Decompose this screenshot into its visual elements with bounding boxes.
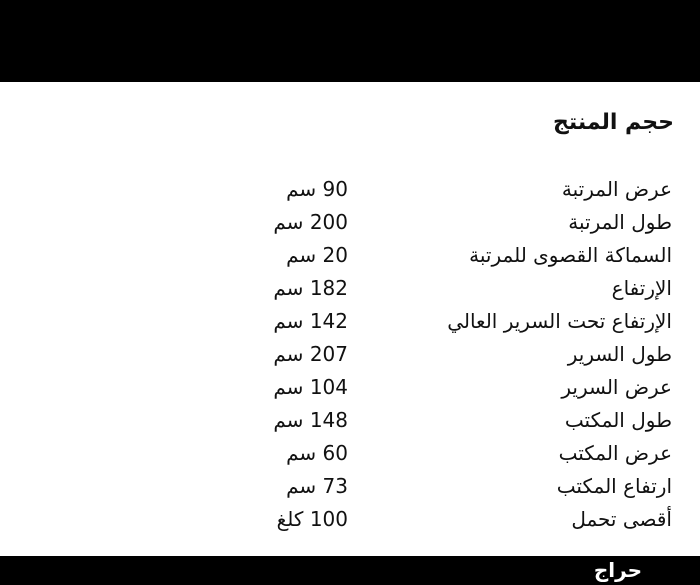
spec-value: 90 سم bbox=[286, 177, 348, 201]
spec-label: الإرتفاع bbox=[611, 276, 672, 300]
spec-row-desk-width bbox=[0, 437, 700, 470]
spec-row-desk-height bbox=[0, 470, 700, 503]
spec-row-bed-width bbox=[0, 371, 700, 404]
spec-row-mattress-thickness bbox=[0, 239, 700, 272]
spec-row-bed-length bbox=[0, 338, 700, 371]
spec-value: 142 سم bbox=[273, 309, 348, 333]
spec-value: 182 سم bbox=[273, 276, 348, 300]
spec-label: عرض السرير bbox=[561, 375, 672, 399]
spec-row-desk-length bbox=[0, 404, 700, 437]
spec-value: 148 سم bbox=[273, 408, 348, 432]
spec-label: السماكة القصوى للمرتبة bbox=[469, 243, 672, 267]
spec-row-height-under-bed bbox=[0, 305, 700, 338]
spec-row-mattress-width bbox=[0, 173, 700, 206]
spec-label: طول السرير bbox=[567, 342, 672, 366]
top-black-bar bbox=[0, 0, 700, 82]
spec-value: 100 كلغ bbox=[276, 507, 348, 531]
spec-label: عرض المرتبة bbox=[561, 177, 672, 201]
spec-value: 20 سم bbox=[286, 243, 348, 267]
spec-value: 73 سم bbox=[286, 474, 348, 498]
spec-value: 60 سم bbox=[286, 441, 348, 465]
product-size-panel bbox=[0, 82, 700, 556]
section-title: حجم المنتج bbox=[553, 110, 674, 135]
bottom-black-bar bbox=[0, 556, 700, 585]
spec-label: ارتفاع المكتب bbox=[556, 474, 672, 498]
spec-label: الإرتفاع تحت السرير العالي bbox=[447, 309, 672, 333]
haraj-watermark: حراج bbox=[593, 558, 642, 582]
spec-label: طول المرتبة bbox=[568, 210, 672, 234]
spec-row-height bbox=[0, 272, 700, 305]
spec-value: 207 سم bbox=[273, 342, 348, 366]
spec-label: عرض المكتب bbox=[558, 441, 672, 465]
spec-row-mattress-length bbox=[0, 206, 700, 239]
spec-label: أقصى تحمل bbox=[571, 507, 672, 531]
spec-row-max-load bbox=[0, 503, 700, 536]
spec-value: 104 سم bbox=[273, 375, 348, 399]
spec-label: طول المكتب bbox=[564, 408, 672, 432]
spec-value: 200 سم bbox=[273, 210, 348, 234]
